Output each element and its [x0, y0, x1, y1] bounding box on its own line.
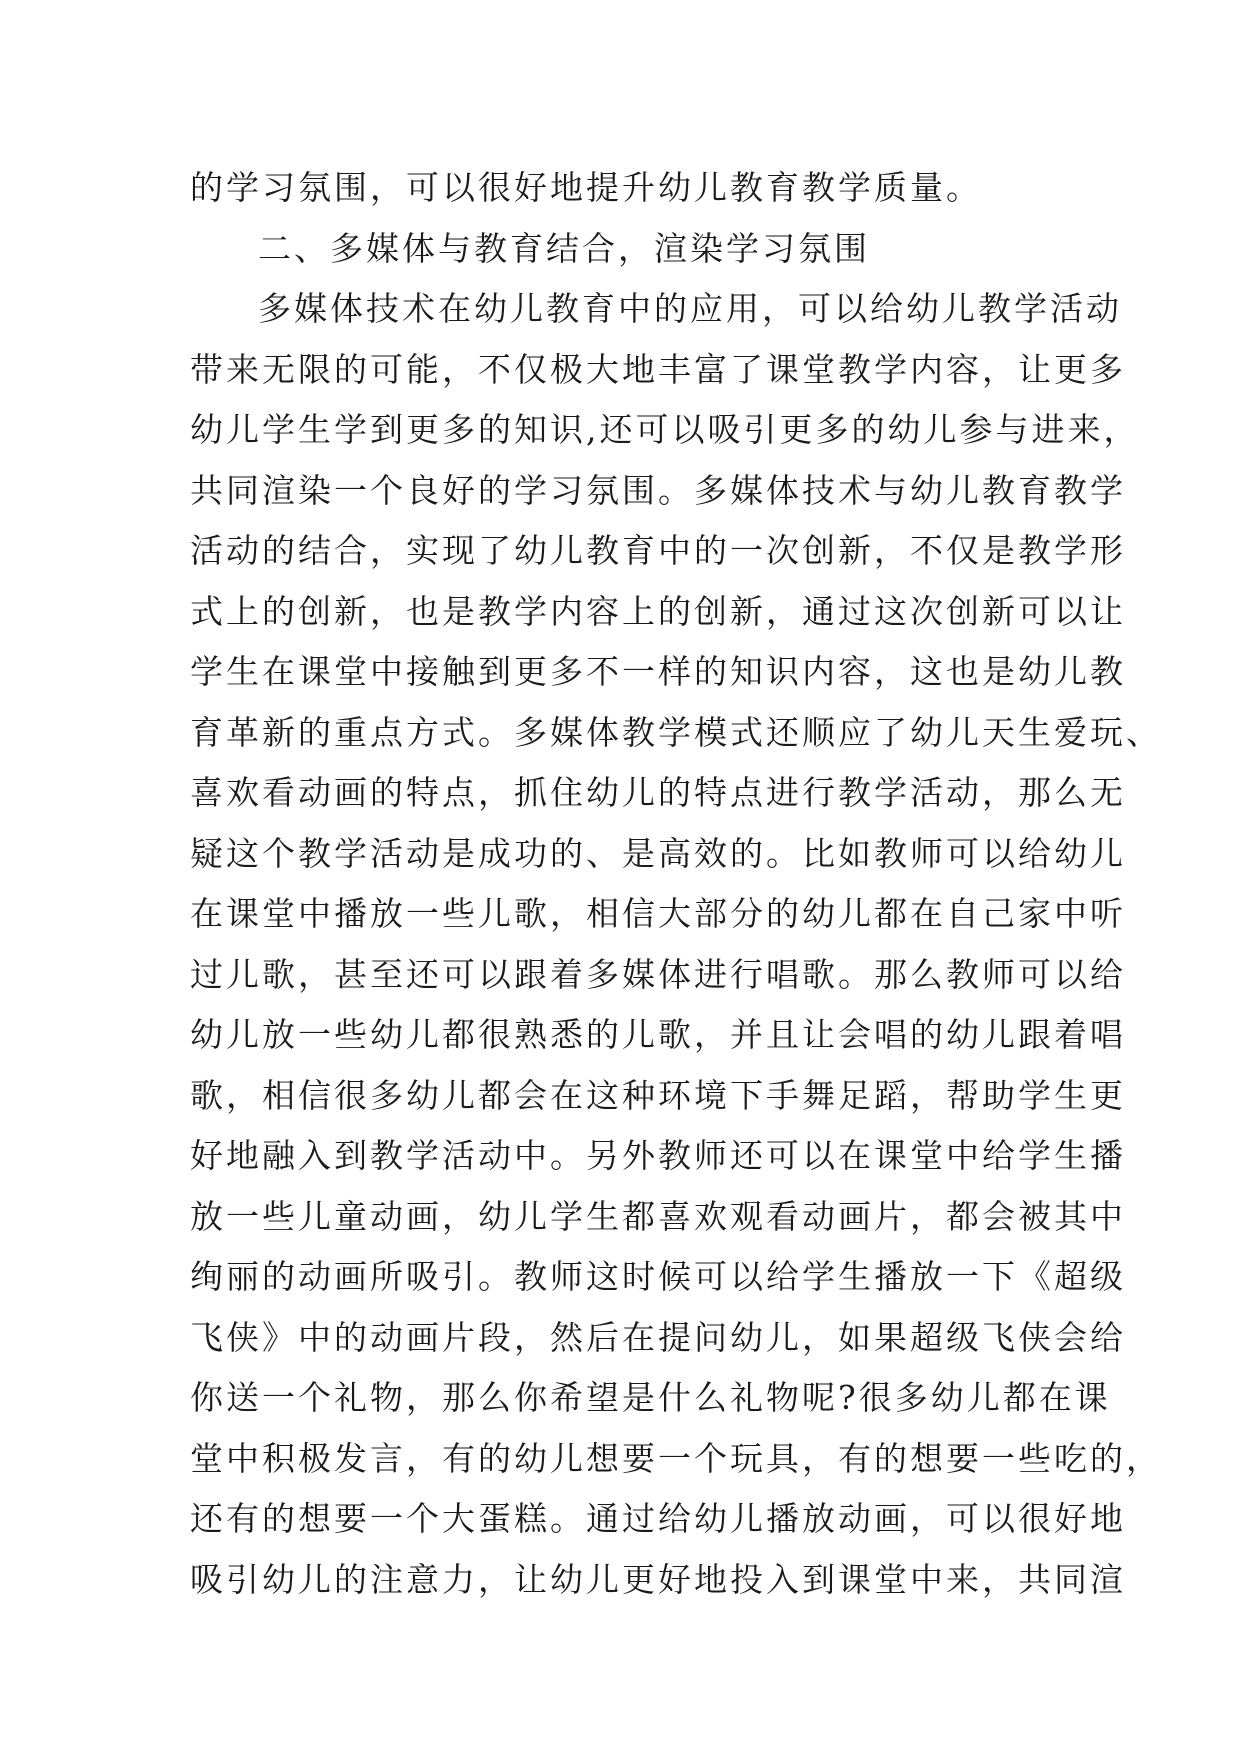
text-line: 活动的结合，实现了幼儿教育中的一次创新，不仅是教学形 — [190, 531, 1126, 570]
text-line: 还有的想要一个大蛋糕。通过给幼儿播放动画，可以很好地 — [190, 1499, 1126, 1538]
body-text — [190, 158, 1162, 1610]
text-line: 好地融入到教学活动中。另外教师还可以在课堂中给学生播 — [190, 1136, 1126, 1175]
text-line: 喜欢看动画的特点，抓住幼儿的特点进行教学活动，那么无 — [190, 773, 1126, 812]
text-line: 绚丽的动画所吸引。教师这时候可以给学生播放一下《超级 — [190, 1257, 1126, 1296]
text-line: 堂中积极发言，有的幼儿想要一个玩具，有的想要一些吃的， — [190, 1438, 1162, 1478]
text-line: 幼儿放一些幼儿都很熟悉的儿歌，并且让会唱的幼儿跟着唱 — [190, 1015, 1126, 1054]
text-line: 共同渲染一个良好的学习氛围。多媒体技术与幼儿教育教学 — [190, 470, 1126, 510]
text-line: 过儿歌，甚至还可以跟着多媒体进行唱歌。那么教师可以给 — [190, 954, 1126, 994]
text-line: 带来无限的可能，不仅极大地丰富了课堂教学内容，让更多 — [190, 349, 1126, 389]
text-line: 放一些儿童动画，幼儿学生都喜欢观看动画片，都会被其中 — [190, 1196, 1126, 1236]
text-line: 在课堂中播放一些儿歌，相信大部分的幼儿都在自己家中听 — [190, 894, 1126, 933]
text-line: 育革新的重点方式。多媒体教学模式还顺应了幼儿天生爱玩、 — [190, 712, 1162, 752]
text-line: 飞侠》中的动画片段，然后在提问幼儿，如果超级飞侠会给 — [190, 1317, 1126, 1357]
text-line: 的学习氛围，可以很好地提升幼儿教育教学质量。 — [190, 168, 982, 207]
text-line: 你送一个礼物，那么你希望是什么礼物呢?很多幼儿都在课 — [190, 1378, 1111, 1417]
text-line: 吸引幼儿的注意力，让幼儿更好地投入到课堂中来，共同渲 — [190, 1559, 1126, 1599]
section-heading: 二、多媒体与教育结合，渲染学习氛围 — [258, 228, 870, 268]
text-line: 歌，相信很多幼儿都会在这种环境下手舞足蹈，帮助学生更 — [190, 1075, 1126, 1115]
text-line: 多媒体技术在幼儿教育中的应用，可以给幼儿教学活动 — [258, 289, 1122, 328]
text-line: 幼儿学生学到更多的知识,还可以吸引更多的幼儿参与进来， — [190, 410, 1140, 449]
text-line: 疑这个教学活动是成功的、是高效的。比如教师可以给幼儿 — [190, 833, 1126, 873]
text-line: 式上的创新，也是教学内容上的创新，通过这次创新可以让 — [190, 591, 1126, 631]
text-line: 学生在课堂中接触到更多不一样的知识内容，这也是幼儿教 — [190, 652, 1126, 691]
